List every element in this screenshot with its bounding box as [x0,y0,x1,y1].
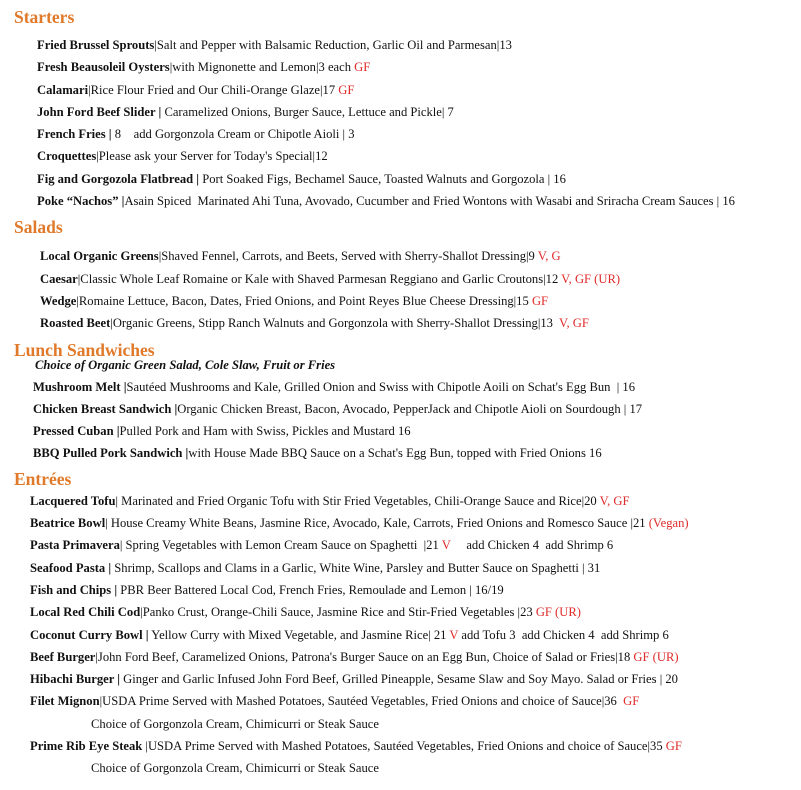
dietary-tag: V, GF (UR) [561,271,621,286]
item-name: Fried Brussel Sprouts [37,38,155,52]
dietary-tag: GF [531,293,549,308]
item-description: |Salt and Pepper with Balsamic Reduction, Garlic Oil and Parmesan|13 [154,38,512,52]
item-description: |Please ask your Server for Today's Special|12 [96,149,328,164]
item-description: Sautéed Mushrooms and Kale, Grilled Onion and Swiss with Chipotle Aoili on Schat's Egg Bun | 16 [126,379,635,394]
dietary-tag: GF [623,694,640,709]
section-note: Choice of Organic Green Salad, Cole Slaw, Fruit or Fries [35,357,336,372]
item-description: 8 add Gorgonzola Cream or Chipotle Aioli | 3 [111,127,355,142]
dietary-tag: V [449,627,459,642]
section-starters [0,6,801,212]
menu-item [30,624,801,646]
item-description: Shrimp, Scallops and Clams in a Garlic, White Wine, Parsley and Butter Sauce on Spaghetti | 31 [111,560,601,575]
item-name: Mushroom Melt | [33,379,127,394]
dietary-tag: V [441,538,451,553]
menu-item [40,245,801,267]
menu-item [30,690,801,712]
item-description: Caramelized Onions, Burger Sauce, Lettuce and Pickle| 7 [161,104,454,119]
sauce-choice: Choice of Gorgonzola Cream, Chimicurri or Steak Sauce [91,761,379,776]
menu-item [33,398,801,420]
item-name: Chicken Breast Sandwich | [33,401,178,416]
item-description: Organic Chicken Breast, Bacon, Avocado, PepperJack and Chipotle Aioli on Sourdough | 17 [177,401,643,416]
item-name: Fresh Beausoleil Oysters [37,60,170,75]
dietary-tag: GF [338,82,355,97]
item-name: Wedge [40,293,77,308]
item-name: Beatrice Bowl [30,516,106,531]
item-description: Asain Spiced Marinated Ahi Tuna, Avovado, Cucumber and Fried Wontons with Wasabi and Sriracha Cream Sauces | 16 [124,194,735,209]
menu-item [40,290,801,312]
dietary-tag: GF [665,739,682,754]
item-name: Pressed Cuban | [33,424,120,439]
item-name: Roasted Beet [40,316,111,331]
item-description: | Marinated and Fried Organic Tofu with Stir Fried Vegetables, Chili-Orange Sauce and Rice|20 [115,493,600,508]
section-lunch-sandwiches [0,339,801,465]
menu-item [37,34,801,56]
section-salads [0,216,801,334]
item-description: |Rice Flour Fried and Our Chili-Orange Glaze|17 [88,82,339,97]
item-description: |Classic Whole Leaf Romaine or Kale with Shaved Parmesan Reggiano and Garlic Croutons|12 [77,271,562,286]
item-description: |Panko Crust, Orange-Chili Sauce, Jasmine Rice and Stir-Fried Vegetables |23 [140,605,536,620]
section-title: Lunch Sandwiches [14,339,155,360]
menu-item [37,101,801,123]
item-list [0,34,801,212]
item-description: PBR Beer Battered Local Cod, French Fries, Remoulade and Lemon | 16/19 [117,582,504,597]
item-name: Seafood Pasta | [30,560,112,575]
menu-item [30,646,801,668]
item-description: Pulled Pork and Ham with Swiss, Pickles and Mustard 16 [119,424,411,439]
dietary-tag: V, GF [599,493,630,508]
item-name: Filet Mignon [30,694,100,709]
dietary-tag: V, GF [559,316,589,331]
item-name: Poke “Nachos” | [37,194,125,209]
menu-item [30,534,801,556]
dietary-tag: GF [354,60,371,75]
item-list [0,245,801,334]
item-name: Local Red Chili Cod [30,605,141,620]
item-name: Hibachi Burger | [30,672,121,687]
item-addons: add Tofu 3 add Chicken 4 add Shrimp 6 [458,627,669,642]
dietary-tag: V, G [537,249,561,264]
dietary-tag: GF (UR) [633,649,679,664]
item-name: Coconut Curry Bowl | [30,627,149,642]
menu-item [30,512,801,534]
menu-item [30,601,801,623]
item-name: Caesar [40,271,78,286]
item-list [0,376,801,465]
menu-item [37,123,801,145]
item-name: French Fries | [37,127,112,142]
item-description: |Shaved Fennel, Carrots, and Beets, Served with Sherry-Shallot Dressing|9 [158,249,538,264]
menu-item [37,145,801,167]
item-description: with House Made BBQ Sauce on a Schat's Egg Bun, topped with Fried Onions 16 [188,446,602,461]
item-description: |Organic Greens, Stipp Ranch Walnuts and Gorgonzola with Sherry-Shallot Dressing|13 [110,316,560,331]
item-description: |Romaine Lettuce, Bacon, Dates, Fried Onions, and Point Reyes Blue Cheese Dressing|15 [76,293,532,308]
menu-item [30,735,801,757]
item-description: | Spring Vegetables with Lemon Cream Sauce on Spaghetti |21 [119,538,442,553]
item-name: Fish and Chips | [30,582,118,597]
menu-item [37,79,801,101]
dietary-tag: GF (UR) [535,605,581,620]
menu-item [33,376,801,398]
item-description: | House Creamy White Beans, Jasmine Rice, Avocado, Kale, Carrots, Fried Onions and Romesco Sauce |21 [105,516,649,531]
menu-item [40,268,801,290]
item-addons: add Chicken 4 add Shrimp 6 [450,538,614,553]
item-name: Beef Burger [30,649,96,664]
menu-item [37,56,801,78]
dietary-tag: (Vegan) [648,516,689,531]
menu-item [40,312,801,334]
item-name: Croquettes [37,149,97,164]
item-name: John Ford Beef Slider | [37,104,162,119]
item-description: |USDA Prime Served with Mashed Potatoes, Sautéed Vegetables, Fried Onions and choice of Sauce|36 [99,694,624,709]
item-name: Fig and Gorgozola Flatbread | [37,171,200,186]
item-name: Pasta Primavera [30,538,120,553]
item-description: Ginger and Garlic Infused John Ford Beef, Grilled Pineapple, Sesame Slaw and Soy Mayo. Salad or Fries | 20 [120,672,678,687]
menu-item [30,668,801,690]
section-title: Salads [14,217,63,238]
item-name: Prime Rib Eye Steak [30,739,143,754]
section-title: Entrées [14,468,72,489]
item-name: Lacquered Tofu [30,493,116,508]
item-description: |USDA Prime Served with Mashed Potatoes, Sautéed Vegetables, Fried Onions and choice of Sauce|35 [142,739,666,754]
item-description: |with Mignonette and Lemon|3 each [169,60,355,75]
item-name: BBQ Pulled Pork Sandwich | [33,446,189,461]
menu-item [37,190,801,212]
item-description: Yellow Curry with Mixed Vegetable, and Jasmine Rice| 21 [148,627,450,642]
item-description: Port Soaked Figs, Bechamel Sauce, Toasted Walnuts and Gorgozola | 16 [199,171,566,186]
section-title: Starters [14,7,75,27]
item-list [0,490,801,780]
item-name: Calamari [37,82,89,97]
menu-item [33,442,801,464]
section-entrees [0,468,801,780]
item-name: Local Organic Greens [40,249,159,264]
item-description: |John Ford Beef, Caramelized Onions, Patrona's Burger Sauce on an Egg Bun, Choice of Salad or Fries|18 [95,649,634,664]
menu-item [30,579,801,601]
menu-item [30,557,801,579]
menu-item [37,168,801,190]
menu-item [33,420,801,442]
menu-item [30,490,801,512]
sauce-choice: Choice of Gorgonzola Cream, Chimicurri or Steak Sauce [91,716,379,731]
